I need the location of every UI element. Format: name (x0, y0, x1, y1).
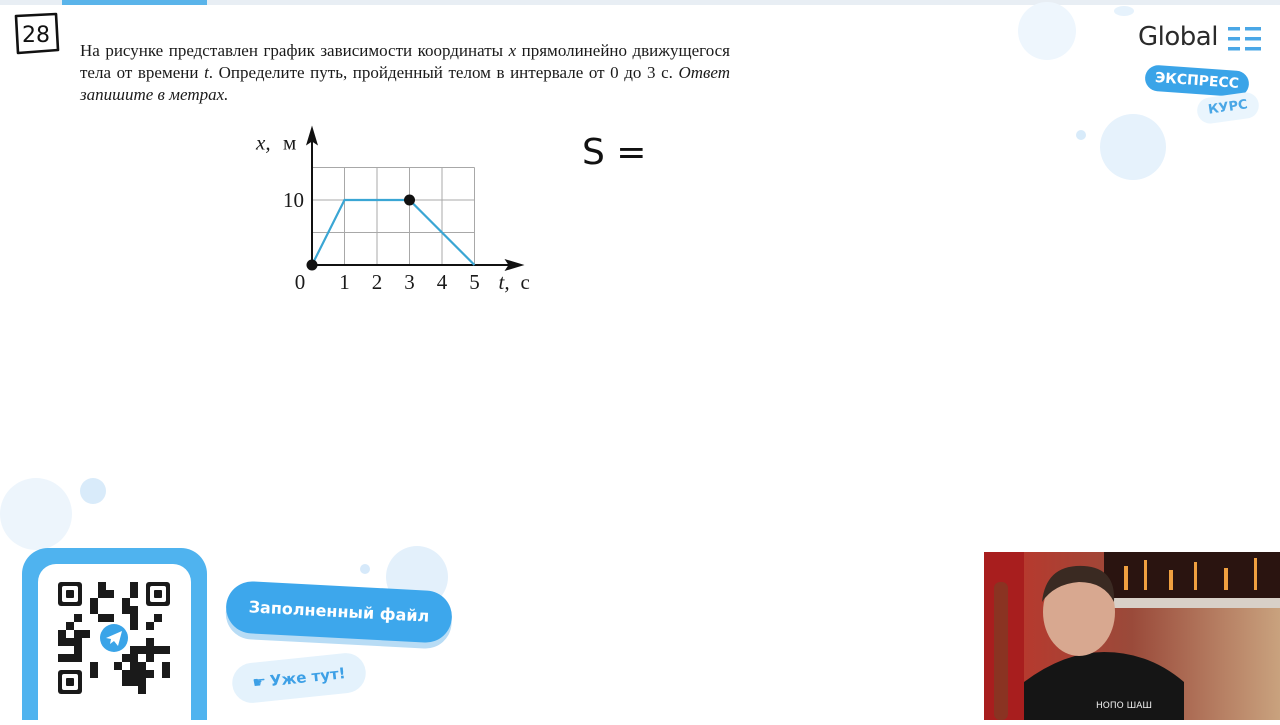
brand-name: Global (1138, 22, 1218, 52)
qr-module (58, 638, 66, 646)
pointing-hand-icon: ☛ (251, 672, 267, 692)
problem-part: прямолинейно движущегося тела от времени (80, 41, 730, 82)
qr-module (146, 646, 154, 654)
qr-module (66, 638, 74, 646)
qr-finder-core (66, 590, 74, 598)
qr-module (74, 654, 82, 662)
bg-bubble (1018, 2, 1076, 60)
qr-card-inner (38, 564, 191, 720)
filled-file-button[interactable]: Заполненный файл (225, 580, 453, 644)
qr-module (66, 654, 74, 662)
qr-module (146, 670, 154, 678)
qr-module (130, 622, 138, 630)
express-badge: ЭКСПРЕСС (1144, 64, 1250, 97)
bg-bubble (1076, 130, 1086, 140)
handwritten-text: S = (582, 132, 647, 173)
problem-text (80, 40, 730, 106)
task-number-badge (12, 10, 60, 56)
qr-module (66, 622, 74, 630)
qr-module (130, 646, 138, 654)
x-tick-label: 3 (404, 270, 415, 294)
qr-module (58, 654, 66, 662)
already-here-button[interactable] (230, 651, 367, 705)
qr-module (98, 590, 106, 598)
qr-module (146, 622, 154, 630)
position-time-graph (240, 120, 560, 305)
x-axis-label-unit: с (520, 270, 530, 294)
qr-module (146, 654, 154, 662)
handwritten-note (578, 122, 647, 174)
x-tick-label: 2 (371, 270, 383, 294)
variable-t: t (204, 63, 209, 82)
qr-module (122, 670, 130, 678)
qr-module (74, 630, 82, 638)
qr-module (138, 678, 146, 686)
qr-module (122, 606, 130, 614)
bg-bubble (1114, 6, 1134, 16)
x-tick-label: 5 (469, 270, 480, 294)
qr-module (130, 614, 138, 622)
x-tick-label: 0 (294, 270, 306, 294)
qr-module (154, 614, 162, 622)
bg-bubble (0, 478, 72, 550)
task-number-text: 28 (22, 23, 50, 48)
qr-module (74, 614, 82, 622)
data-point (404, 195, 415, 206)
problem-part: . Определите путь, пройденный телом в интервале от 0 до 3 с. (208, 63, 679, 82)
x-axis-label-variable: t, (498, 270, 510, 294)
top-progress-bar (0, 0, 1280, 5)
qr-module (130, 678, 138, 686)
qr-module (98, 614, 106, 622)
kurs-badge: КУРС (1195, 91, 1260, 125)
qr-module (130, 654, 138, 662)
qr-module (154, 646, 162, 654)
qr-module (106, 590, 114, 598)
qr-card[interactable] (22, 548, 207, 720)
qr-finder-core (154, 590, 162, 598)
qr-module (138, 670, 146, 678)
qr-module (162, 670, 170, 678)
qr-module (122, 678, 130, 686)
variable-x: x (508, 41, 517, 60)
qr-module (146, 638, 154, 646)
already-here-label: Уже тут! (268, 664, 347, 691)
qr-module (90, 598, 98, 606)
qr-module (138, 646, 146, 654)
qr-module (162, 662, 170, 670)
qr-module (90, 606, 98, 614)
webcam-overlay (984, 552, 1280, 720)
stripes-icon (1228, 27, 1262, 51)
problem-part: На рисунке представлен график зависимости координаты (80, 41, 509, 60)
qr-module (162, 646, 170, 654)
qr-module (106, 614, 114, 622)
qr-module (98, 582, 106, 590)
qr-module (74, 646, 82, 654)
y-axis-label-unit: м (283, 130, 297, 155)
answer-hint: Ответ запишите в метрах. (80, 63, 730, 104)
x-tick-label: 4 (436, 270, 448, 294)
brand-logo (1138, 22, 1268, 58)
qr-module (130, 606, 138, 614)
bg-bubble (360, 564, 370, 574)
y-tick-label: 10 (283, 188, 304, 212)
qr-module (122, 598, 130, 606)
webcam-scene (984, 552, 1280, 720)
shirt-text: НОПО ШАШ (1096, 701, 1152, 711)
qr-module (74, 638, 82, 646)
qr-module (130, 662, 138, 670)
qr-module (138, 662, 146, 670)
qr-module (122, 654, 130, 662)
y-axis-label-variable: x, (256, 130, 271, 155)
qr-module (130, 590, 138, 598)
qr-module (82, 630, 90, 638)
qr-module (130, 582, 138, 590)
qr-module (58, 630, 66, 638)
qr-module (138, 686, 146, 694)
x-tick-label: 1 (339, 270, 350, 294)
progress-fill (62, 0, 207, 5)
qr-module (130, 670, 138, 678)
bg-bubble (80, 478, 106, 504)
data-point (307, 260, 318, 271)
qr-code[interactable] (58, 582, 170, 694)
bg-bubble (1100, 114, 1166, 180)
qr-finder-core (66, 678, 74, 686)
qr-module (90, 662, 98, 670)
qr-module (114, 662, 122, 670)
qr-module (90, 670, 98, 678)
